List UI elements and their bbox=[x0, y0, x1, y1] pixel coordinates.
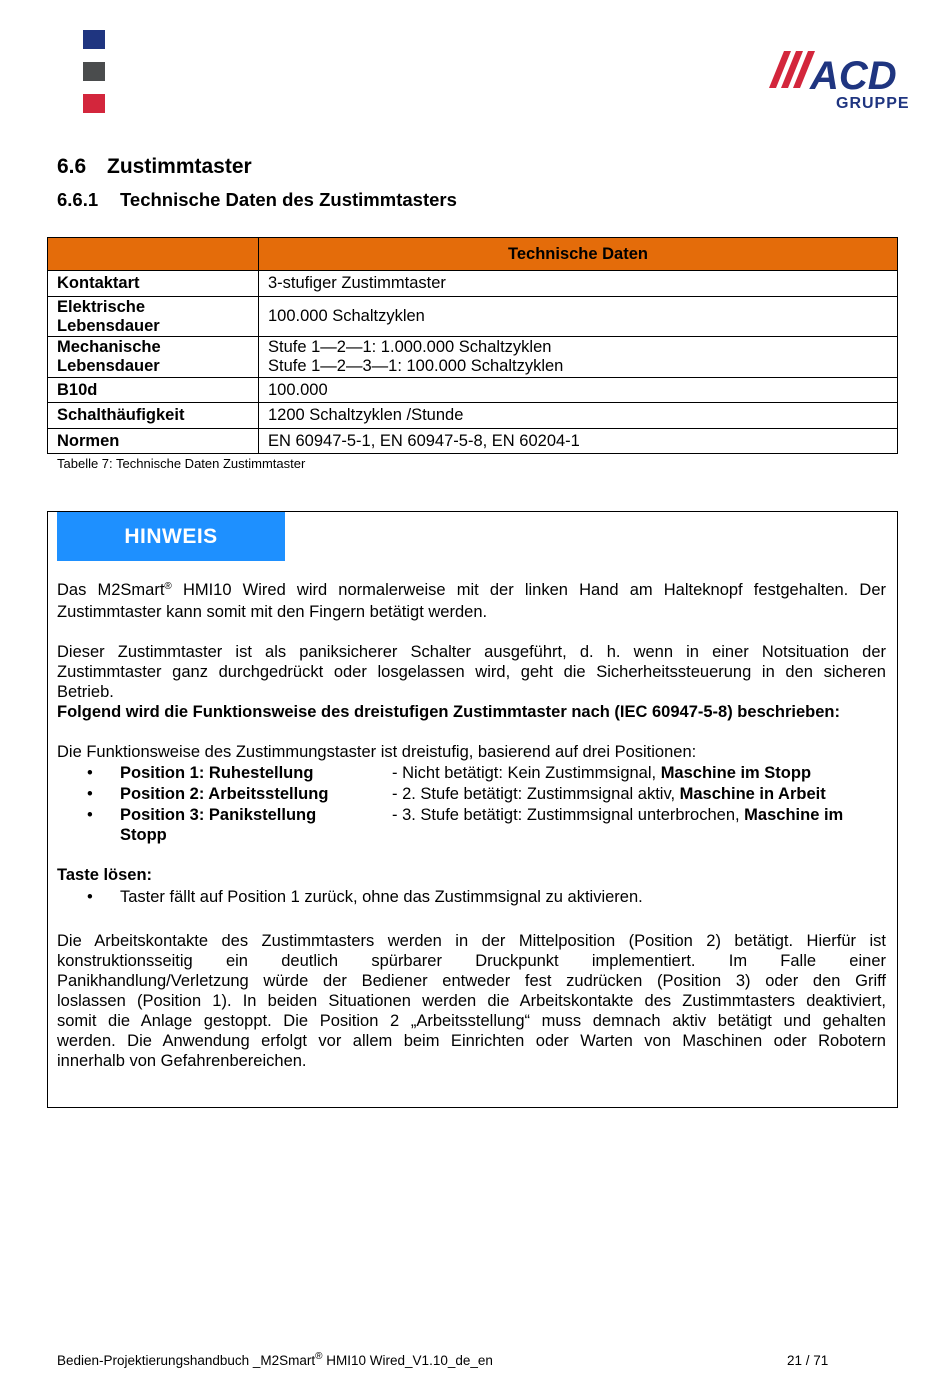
technical-data-table bbox=[47, 237, 898, 454]
note-paragraph-line: Die Funktionsweise des Zustimmungstaster ist dreistufig, basierend auf drei Positionen: bbox=[57, 743, 697, 761]
table-key bbox=[48, 297, 259, 337]
table-key: Schalthäufigkeit bbox=[48, 403, 259, 429]
note-paragraph-line: Zustimmtaster kann somit mit den Fingern betätigt werden. bbox=[57, 603, 488, 621]
table-row bbox=[48, 337, 898, 378]
table-key: Normen bbox=[48, 429, 259, 454]
table-row bbox=[48, 403, 898, 429]
table-value: 100.000 Schaltzyklen bbox=[259, 297, 898, 337]
release-item: Taster fällt auf Position 1 zurück, ohne das Zustimmsignal zu aktivieren. bbox=[120, 888, 643, 906]
bullet-icon: • bbox=[87, 806, 93, 824]
position-desc-bold: Maschine im Stopp bbox=[660, 764, 812, 782]
subsection-title: Technische Daten des Zustimmtasters bbox=[120, 189, 457, 210]
release-title: Taste lösen: bbox=[57, 866, 153, 884]
table-value: EN 60947-5-1, EN 60947-5-8, EN 60204-1 bbox=[259, 429, 898, 454]
note-paragraph-line: Zustimmtaster ganz durchgedrückt oder losgelassen wird, geht die Sicherheitssteuerung in den sicheren bbox=[57, 663, 886, 681]
position-label: Position 1: Ruhestellung bbox=[120, 764, 314, 782]
note-paragraph-line: innerhalb von Gefahrenbereichen. bbox=[57, 1052, 307, 1070]
table-key: B10d bbox=[48, 378, 259, 403]
note-text: HMI10 Wired wird normalerweise mit der linken Hand am Halteknopf festgehalten. Der bbox=[171, 581, 886, 599]
table-header: Technische Daten bbox=[259, 238, 898, 271]
table-value-line: Stufe 1—2—3—1: 100.000 Schaltzyklen bbox=[268, 357, 564, 375]
table-key: Kontaktart bbox=[48, 271, 259, 297]
footer-document-name bbox=[57, 1353, 493, 1368]
note-paragraph-line bbox=[57, 580, 886, 600]
footer-page-number: 21 / 71 bbox=[787, 1353, 829, 1368]
table-key-line: Lebensdauer bbox=[57, 316, 160, 335]
note-paragraph-line: konstruktionsseitig ein deutlich spürbarer Druckpunkt implementiert. Im Falle einer bbox=[57, 952, 886, 970]
logo-subtext: GRUPPE bbox=[836, 95, 910, 112]
note-paragraph-line: Betrieb. bbox=[57, 683, 114, 701]
section-heading bbox=[57, 155, 252, 179]
position-desc-bold: Maschine im bbox=[744, 806, 844, 824]
table-key bbox=[48, 337, 259, 378]
registered-mark: ® bbox=[315, 1351, 323, 1362]
registered-mark: ® bbox=[164, 581, 172, 592]
bullet-icon: • bbox=[87, 785, 93, 803]
subsection-number: 6.6.1 bbox=[57, 189, 99, 210]
position-desc-text: - 3. Stufe betätigt: Zustimmsignal unterbrochen, bbox=[392, 806, 745, 824]
note-paragraph-line: Dieser Zustimmtaster ist als paniksicherer Schalter ausgeführt, d. h. wenn in einer Notsituation der bbox=[57, 643, 886, 661]
table-caption: Tabelle 7: Technische Daten Zustimmtaster bbox=[57, 456, 306, 471]
position-desc-bold: Maschine in Arbeit bbox=[679, 785, 826, 803]
position-desc-text: - Nicht betätigt: Kein Zustimmsignal, bbox=[392, 764, 661, 782]
position-desc bbox=[392, 784, 826, 804]
position-desc-wrap: Stopp bbox=[120, 826, 167, 844]
bullet-icon: • bbox=[87, 764, 93, 782]
table-row bbox=[48, 271, 898, 297]
table-row bbox=[48, 378, 898, 403]
table-key-line: Mechanische bbox=[57, 338, 161, 356]
note-text: Das M2Smart bbox=[57, 581, 165, 599]
table-key-line: Elektrische bbox=[57, 297, 146, 316]
footer-text: Bedien-Projektierungshandbuch _M2Smart bbox=[57, 1353, 316, 1368]
table-header-empty bbox=[48, 238, 259, 271]
table-row bbox=[48, 297, 898, 337]
table-value bbox=[259, 337, 898, 378]
table-value-line: Stufe 1—2—1: 1.000.000 Schaltzyklen bbox=[268, 338, 552, 356]
note-paragraph-line: Panikhandlung/Verletzung würde der Bediener entweder fest zudrücken (Position 3) oder den Griff bbox=[57, 972, 886, 990]
note-paragraph-line: Die Arbeitskontakte des Zustimmtasters werden in der Mittelposition (Position 2) betätigt. Hierfür ist bbox=[57, 932, 886, 950]
note-paragraph-line: loslassen (Position 1). In beiden Situationen werden die Arbeitskontakte des Zustimmtasters deaktiviert, bbox=[57, 992, 886, 1010]
table-value: 1200 Schaltzyklen /Stunde bbox=[259, 403, 898, 429]
position-label: Position 3: Panikstellung bbox=[120, 806, 317, 824]
table-key-line: Lebensdauer bbox=[57, 357, 160, 375]
table-row bbox=[48, 429, 898, 454]
position-desc bbox=[392, 763, 811, 783]
footer-text: HMI10 Wired_V1.10_de_en bbox=[322, 1353, 493, 1368]
position-label: Position 2: Arbeitsstellung bbox=[120, 785, 329, 803]
brand-square-gray bbox=[83, 62, 105, 81]
table-value: 100.000 bbox=[259, 378, 898, 403]
note-paragraph-line: somit die Anlage gestoppt. Die Position 2 „Arbeitsstellung“ muss demnach aktiv betätigt und gehalten bbox=[57, 1012, 886, 1030]
brand-square-blue bbox=[83, 30, 105, 49]
section-title: Zustimmtaster bbox=[107, 155, 252, 178]
position-desc-text: - 2. Stufe betätigt: Zustimmsignal aktiv, bbox=[392, 785, 680, 803]
table-value: 3-stufiger Zustimmtaster bbox=[259, 271, 898, 297]
note-paragraph-line: werden. Die Anwendung erfolgt vor allem beim Einrichten oder Warten von Maschinen oder Robotern bbox=[57, 1032, 886, 1050]
table-header-row bbox=[48, 238, 898, 271]
logo-text: ACD bbox=[810, 54, 897, 98]
section-number: 6.6 bbox=[57, 155, 87, 178]
note-bold-line: Folgend wird die Funktionsweise des dreistufigen Zustimmtaster nach (IEC 60947-5-8) beschrieben: bbox=[57, 703, 841, 721]
position-desc bbox=[392, 805, 843, 825]
brand-square-red bbox=[83, 94, 105, 113]
acd-logo bbox=[766, 46, 918, 112]
note-banner: HINWEIS bbox=[57, 512, 285, 561]
subsection-heading bbox=[57, 189, 457, 211]
bullet-icon: • bbox=[87, 888, 93, 906]
